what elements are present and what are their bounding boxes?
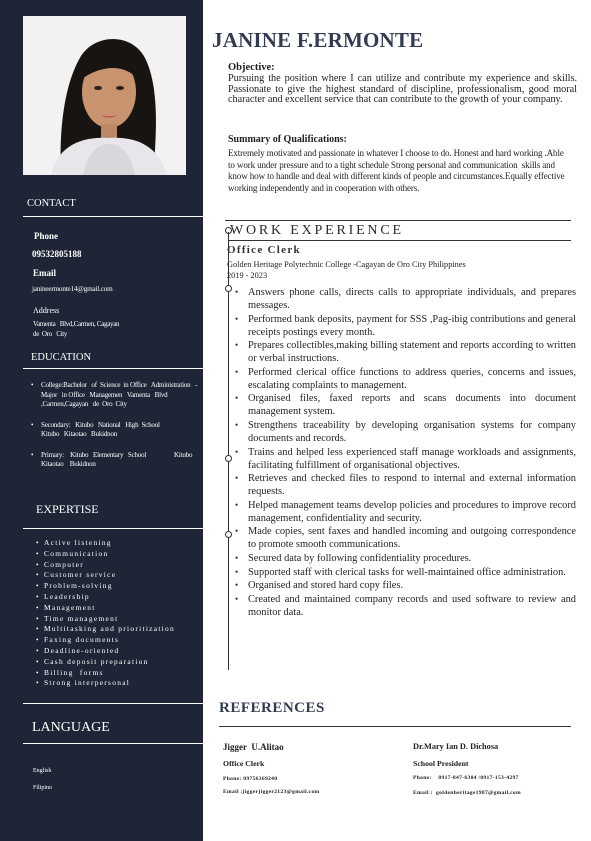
phone-value: 09532805188 (32, 249, 82, 259)
job-duty-item: • Prepares collectibles,making billing statement and reports according to written or verbal instructions. (235, 339, 576, 365)
summary-text: Extremely motivated and passionate in whatever I choose to do. Honest and hard working .Able to work under pressure and to a tight schedule Strong personal and communication skills and know how to handle and deal with different kinds of people and circumstances.Equally effective working independently and in cooperation with others. (228, 148, 567, 193)
reference-phone: Phone: 0917-847-6384 /0917-153-4297 (413, 775, 519, 781)
expertise-bottom-divider (23, 703, 203, 704)
contact-divider (23, 216, 203, 217)
job-duty-item: • Helped management teams develop policies and procedures to improve record management, confidentiality and security. (235, 499, 576, 525)
contact-heading: CONTACT (27, 198, 76, 209)
expertise-item: • Cash deposit preparation (36, 657, 201, 668)
language-heading: LANGUAGE (32, 720, 110, 735)
phone-label: Phone (34, 231, 59, 241)
language-item: English (33, 768, 52, 774)
education-item: • Secondary: Kitubo National High School Kitubo Kitaotao Bukidnon (31, 421, 199, 440)
profile-photo (23, 16, 186, 175)
job-duty-item: • Organised and stored hard copy files. (235, 579, 576, 592)
timeline-dot (225, 531, 232, 538)
expertise-item: • Active listening (36, 538, 201, 549)
expertise-item: • Management (36, 603, 201, 614)
address-label: Address (33, 306, 60, 315)
address-line-2: de Oro City (33, 330, 68, 338)
job-duty-item: • Created and maintained company records and used software to review and monitor data. (235, 593, 576, 619)
email-value: janineermonte14@gmail.com (32, 285, 113, 293)
expertise-heading: EXPERTISE (36, 502, 99, 516)
work-divider-top (225, 220, 571, 221)
language-divider (23, 743, 203, 744)
reference-phone: Phone: 09756369240 (223, 776, 278, 782)
references-heading: REFERENCES (219, 700, 325, 716)
reference-email: Email :jiggerjigger2123@gmail.com (223, 789, 320, 795)
expertise-item: • Multitasking and prioritization (36, 624, 201, 635)
job-duty-item: • Strengthens traceability by developing organisation systems for company documents and records. (235, 419, 576, 445)
expertise-item: • Time management (36, 614, 201, 625)
reference-name: Jigger U.Alitao (223, 742, 284, 752)
objective-heading: Objective: (228, 62, 275, 73)
sidebar (0, 0, 203, 841)
timeline-line (228, 232, 229, 670)
education-heading: EDUCATION (31, 352, 92, 363)
job-duty-item: • Answers phone calls, directs calls to appropriate individuals, and prepares messages. (235, 286, 576, 312)
expertise-item: • Strong interpersonal (36, 678, 201, 689)
reference-name: Dr.Mary Ian D. Dichosa (413, 742, 499, 751)
language-item: Filipino (33, 785, 53, 791)
job-duty-item: • Performed clerical office functions to address queries, concerns and issues, escalating complaints to management. (235, 366, 576, 392)
candidate-name: JANINE F.ERMONTE (212, 28, 424, 52)
timeline-dot (225, 285, 232, 292)
education-item: • Primary: Kitubo Elementary School Kitubo Kitaotao Bukidnon (31, 451, 199, 470)
job-duty-item: • Secured data by following confidentiality procedures. (235, 552, 576, 565)
timeline-dot (225, 455, 232, 462)
expertise-item: • Billing forms (36, 668, 201, 679)
education-item: • College:Bachelor of Science in Office Administration -Major in Office Managemen Vamenta Blvd ,Carmen,Cagayan de Oro City (31, 381, 199, 410)
expertise-item: • Customer service (36, 570, 201, 581)
job-duty-item: • Retrieves and checked files to respond to internal and external information requests. (235, 472, 576, 498)
reference-email: Email : goldenheritage1987@gmail.com (413, 790, 521, 796)
references-divider (219, 726, 571, 727)
reference-role: Office Clerk (223, 759, 265, 768)
job-duty-item: • Organised files, faxed reports and scans documents into document management system. (235, 392, 576, 418)
address-line-1: Vamenta Blvd,Carmen, Cagayan (33, 320, 120, 328)
expertise-item: • Faxing documents (36, 635, 201, 646)
objective-text: Pursuing the position where I can utilize and contribute my experience and skills. Passionate to give the highest standard of discipline, professionalism, good moral character and excellent service that can contribute to the growth of your company. (228, 73, 577, 105)
job-duties-list (235, 286, 576, 619)
job-duty-item: • Made copies, sent faxes and handled incoming and outgoing correspondence to promote smooth communications. (235, 525, 576, 551)
summary-heading: Summary of Qualifications: (228, 134, 347, 145)
email-label: Email (33, 268, 57, 278)
job-duty-item: • Performed bank deposits, payment for SSS ,Pag-ibig contributions and general receipts postings every month. (235, 313, 576, 339)
expertise-divider (23, 528, 203, 529)
expertise-item: • Leadership (36, 592, 201, 603)
expertise-item: • Deadline-oriented (36, 646, 201, 657)
job-company: Golden Heritage Polytechnic College -Cagayan de Oro City Philippines (227, 260, 466, 269)
reference-role: School President (413, 759, 469, 768)
expertise-item: • Computer (36, 560, 201, 571)
work-divider (228, 240, 571, 241)
job-title: Office Clerk (227, 244, 301, 256)
job-years: 2019 - 2023 (227, 271, 268, 280)
job-duty-item: • Trains and helped less experienced staff manage workloads and assignments, facilitating fulfillment of organisational objectives. (235, 446, 576, 472)
job-duty-item: • Supported staff with clerical tasks for well-maintained office administration. (235, 566, 576, 579)
expertise-list (36, 538, 201, 689)
education-list (31, 381, 199, 481)
education-divider (23, 368, 203, 369)
work-experience-heading: WORK EXPERIENCE (230, 223, 404, 238)
expertise-item: • Problem-solving (36, 581, 201, 592)
expertise-item: • Communication (36, 549, 201, 560)
